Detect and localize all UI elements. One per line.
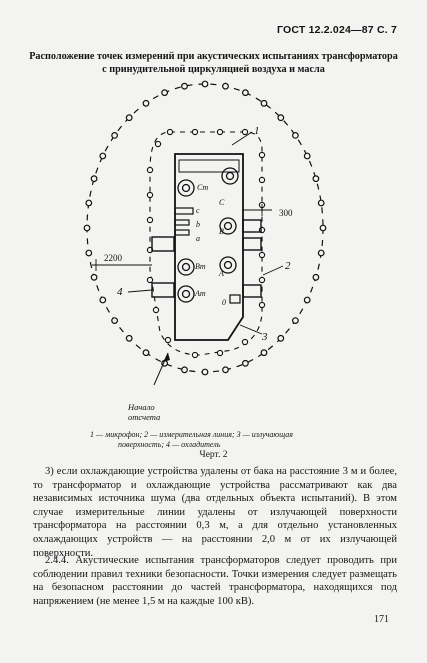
outer-measurement-point	[162, 90, 168, 96]
outer-measurement-point	[112, 318, 118, 324]
inner-measurement-point	[147, 277, 152, 282]
start-point-arrowhead	[163, 353, 170, 362]
outer-measurement-point	[86, 200, 92, 206]
diagram-canvas	[0, 70, 427, 435]
outer-measurement-point	[261, 350, 267, 356]
outer-measurement-point	[126, 336, 132, 342]
cooler-right-3	[243, 285, 261, 297]
outer-measurement-point	[91, 275, 97, 281]
figure-legend	[90, 430, 340, 449]
cooler-right-1	[243, 220, 261, 232]
callout-4: 4	[117, 286, 123, 298]
outer-measurement-point	[112, 133, 118, 139]
inner-measurement-point	[217, 350, 222, 355]
outer-measurement-point	[143, 101, 149, 107]
dimension-300	[243, 204, 272, 216]
outer-measurement-point	[293, 133, 299, 139]
inner-measurement-point	[147, 217, 152, 222]
cooler-left-2	[152, 283, 174, 297]
outer-measurement-point	[86, 250, 92, 256]
point-label-B: B	[219, 227, 224, 236]
inner-measurement-point	[242, 339, 247, 344]
inner-measurement-point	[192, 129, 197, 134]
start-point-label-2: отсчета	[128, 412, 161, 422]
dimension-300-label: 300	[279, 208, 293, 218]
transformer-tank-top	[179, 160, 239, 172]
callout-3: 3	[262, 331, 268, 343]
measurement-points-diagram	[0, 70, 427, 435]
point-label-c: c	[196, 206, 200, 215]
outer-measurement-point	[293, 318, 299, 324]
outer-measurement-line	[87, 84, 323, 372]
tap-terminals	[175, 208, 240, 303]
inner-measurement-line	[150, 132, 262, 355]
outer-measurement-point	[182, 83, 188, 89]
inner-measurement-point	[259, 177, 264, 182]
outer-measurement-point	[243, 90, 249, 96]
page-number: 171	[374, 614, 389, 625]
standard-header: ГОСТ 12.2.024—87 С. 7	[276, 24, 397, 36]
point-label-bm: Bm	[195, 262, 206, 271]
inner-measurement-point	[165, 337, 170, 342]
legend-line-1: 1 — микрофон; 2 — измерительная линия; 3 — излучающая	[90, 430, 294, 439]
outer-measurement-point	[223, 83, 229, 89]
inner-measurement-point	[167, 129, 172, 134]
outer-measurement-points	[84, 81, 326, 375]
dimension-2200-label: 2200	[104, 253, 122, 263]
point-label-A: A	[219, 269, 224, 278]
outer-measurement-point	[100, 153, 106, 159]
outer-measurement-point	[202, 81, 208, 87]
point-label-a: a	[196, 234, 200, 243]
legend-line-2: поверхность; 4 — охладитель	[118, 439, 221, 449]
outer-measurement-point	[313, 275, 319, 281]
outer-measurement-point	[278, 115, 284, 121]
figure-title-line-2: с принудительной циркуляцией воздуха и масла	[102, 63, 325, 75]
paragraph-2-text: 2.4.4. Акустические испытания трансформаторов следует проводить при соблюдении правил техники безопасности. Точки измерения следует размещать на безопасном расстоянии до частей трансформатора, находящихся под напряжением (не менее 1,5 м на каждые 100 кВ).	[33, 555, 397, 607]
outer-measurement-point	[320, 225, 326, 231]
inner-measurement-point	[259, 252, 264, 257]
outer-measurement-point	[84, 225, 90, 231]
point-label-am: Am	[195, 289, 206, 298]
outer-measurement-point	[243, 361, 249, 367]
callout-2: 2	[285, 260, 291, 272]
callout-3-leader	[240, 325, 262, 334]
paragraph-2-4-4	[33, 554, 397, 608]
inner-measurement-point	[242, 129, 247, 134]
outer-measurement-point	[313, 176, 319, 182]
outer-measurement-point	[100, 297, 106, 303]
inner-measurement-points	[147, 129, 264, 357]
inner-measurement-point	[259, 152, 264, 157]
callout-1: 1	[254, 125, 260, 137]
point-label-0: 0	[222, 298, 226, 307]
inner-measurement-point	[259, 302, 264, 307]
outer-measurement-point	[202, 369, 208, 375]
cooler-left-1	[152, 237, 174, 251]
inner-measurement-point	[147, 192, 152, 197]
inner-measurement-point	[147, 167, 152, 172]
outer-measurement-point	[143, 350, 149, 356]
inner-measurement-point	[155, 141, 160, 146]
outer-measurement-point	[182, 367, 188, 373]
callout-2-leader	[263, 266, 283, 275]
figure-title-line-1: Расположение точек измерений при акустических испытаниях трансформатора	[29, 51, 398, 62]
outer-measurement-point	[304, 153, 310, 159]
dimension-2200	[92, 259, 152, 271]
radiating-surface	[175, 154, 243, 340]
outer-measurement-point	[126, 115, 132, 121]
outer-measurement-point	[318, 200, 324, 206]
inner-measurement-point	[192, 352, 197, 357]
paragraph-cooling-devices	[33, 465, 397, 560]
outer-measurement-point	[261, 101, 267, 107]
point-label-C: C	[219, 198, 225, 207]
outer-measurement-point	[223, 367, 229, 373]
inner-measurement-point	[217, 129, 222, 134]
inner-measurement-point	[153, 307, 158, 312]
outer-measurement-point	[278, 336, 284, 342]
start-point-label-1: Начало	[128, 402, 155, 412]
outer-measurement-point	[91, 176, 97, 182]
figure-number: Черт. 2	[199, 450, 228, 460]
point-label-b: b	[196, 220, 200, 229]
point-label-cm: Cm	[197, 183, 209, 192]
inner-measurement-point	[259, 277, 264, 282]
callout-4-leader	[128, 290, 152, 292]
outer-measurement-point	[318, 250, 324, 256]
outer-measurement-point	[304, 297, 310, 303]
paragraph-1-text: 3) если охлаждающие устройства удалены от бака на расстояние 3 м и более, то трансформатор и охлаждающие устройства рассматривают как два независимых источника шума (два отдельных объекта испытаний). В этом случае измерительные линии удалены от излучающей поверхности трансформатора на расстоянии 0,3 м, а для отдельно установленных охлаждающих устройств — на расстоянии 2,0 м от их излучающей поверхности.	[33, 466, 397, 559]
callout-1-leader	[232, 132, 252, 145]
cooler-right-2	[243, 238, 261, 250]
